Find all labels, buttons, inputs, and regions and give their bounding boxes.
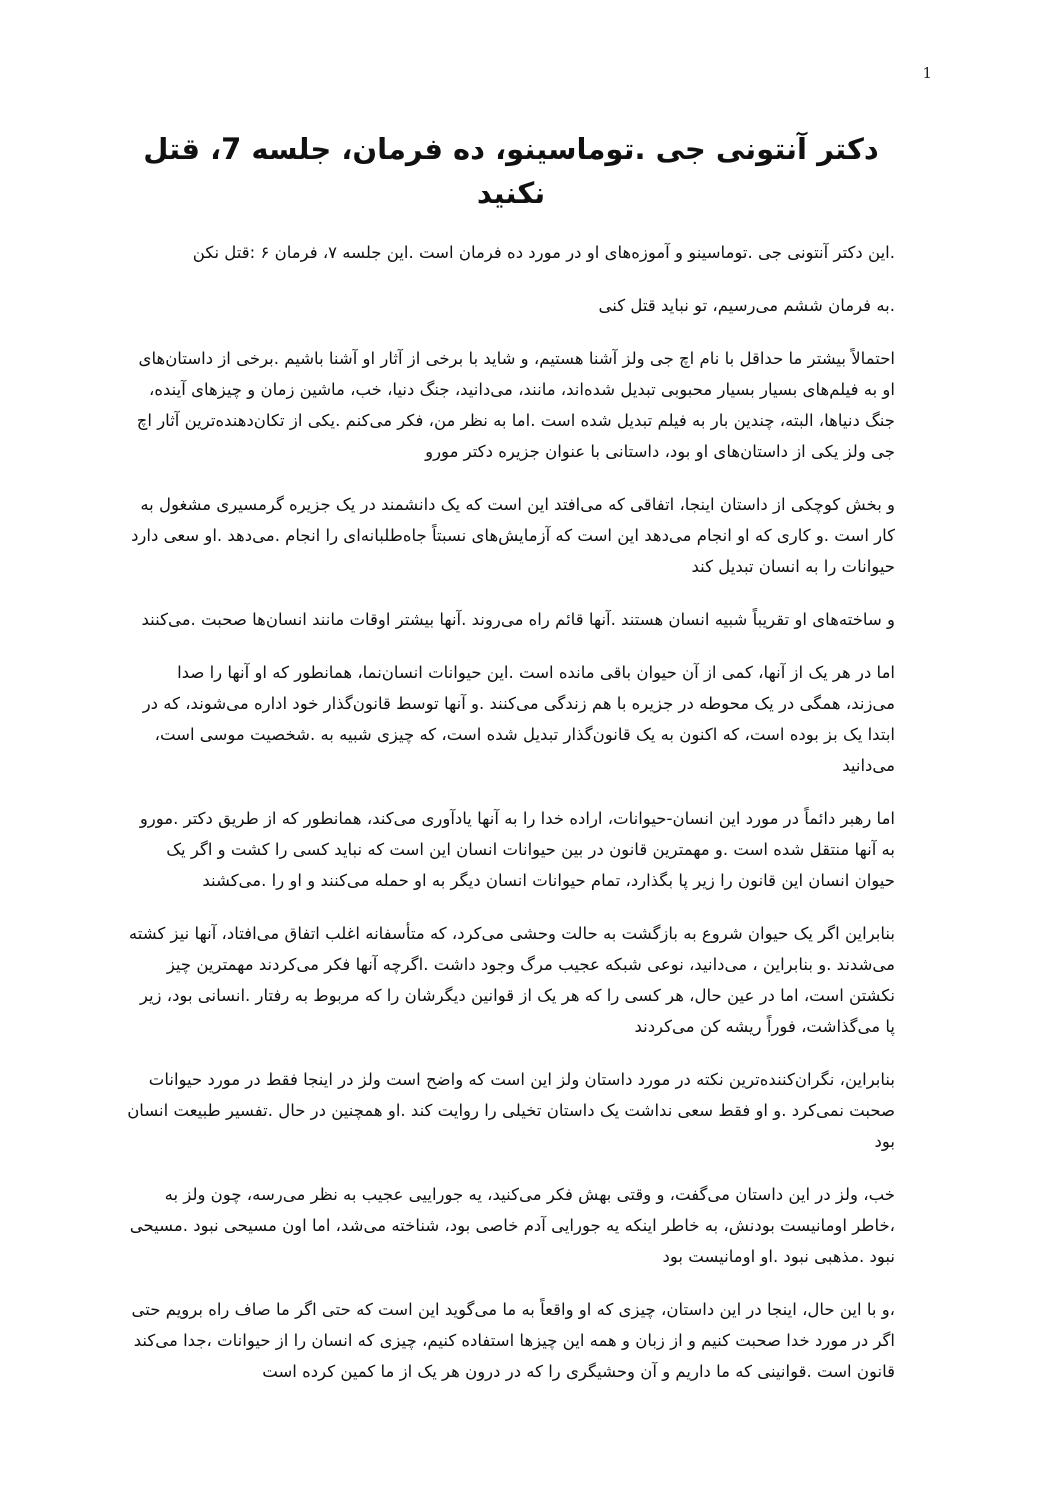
document-body bbox=[127, 128, 895, 1409]
paragraph-intro: .این دکتر آنتونی جی .توماسینو و آموزه‌های او در مورد ده فرمان است .این جلسه ۷، فرمان ۶ :قتل نکن bbox=[192, 243, 895, 262]
page-number: 1 bbox=[922, 64, 932, 82]
paragraph-creations: و ساخته‌های او تقریباً شبیه انسان هستند .آنها قائم راه می‌روند .آنها بیشتر اوقات مانند انسان‌ها صحبت .می‌کنند bbox=[141, 610, 895, 629]
paragraph-leader: اما رهبر دائماً در مورد این انسان-حیوانات، اراده خدا را به آنها یادآوری می‌کند، همانطور که از طریق دکتر .مورو به آنها منتقل شده است .و مهمترین قانون در بین حیوانات انسان این است که نباید کسی را کشت و اگر یک حیوان انسان این قانون را زیر پا بگذارد، تمام حیوانات انسان دیگر به او حمله می‌کنند و او را .می‌کشند bbox=[139, 809, 895, 890]
paragraph-human-nature: بنابراین، نگران‌کننده‌ترین نکته در مورد داستان ولز این است که واضح است ولز در اینجا فقط در مورد حیوانات صحبت نمی‌کرد .و او فقط سعی نداشت یک داستان تخیلی را روایت کند .او همچنین در حال .تفسیر طبیعت انسان بود bbox=[127, 1070, 895, 1151]
paragraph-law-separates: ،و با این حال، اینجا در این داستان، چیزی که او واقعاً به ما می‌گوید این است که حتی اگر ما صاف راه برویم حتی اگر در مورد خدا صحبت کنیم و از زبان و همه این چیزها استفاده کنیم، چیزی که انسان را از حیوانات ،جدا می‌کند قانون است .قوانینی که ما داریم و آن وحشیگری را که در درون هر یک از ما کمین کرده است bbox=[131, 1300, 895, 1381]
paragraph-humanist: خب، ولز در این داستان می‌گفت، و وقتی بهش فکر می‌کنید، یه جوراییی عجیب به نظر می‌رسه، چون ولز به ،خاطر اومانیست بودنش، به خاطر اینکه یه جورایی آدم خاصی بود، شناخته می‌شد، اما اون مسیحی نبود .مسیحی نبود .مذهبی نبود .او اومانیست بود bbox=[129, 1185, 895, 1266]
paragraph-story-summary: و بخش کوچکی از داستان اینجا، اتفاقی که می‌افتد این است که یک دانشمند در یک جزیره گرمسیری مشغول به کار است .و کاری که او انجام می‌دهد این است که آزمایش‌های نسبتاً جاه‌طلبانه‌ای را انجام .می‌دهد .او سعی دارد حیوانات را به انسان تبدیل کند bbox=[131, 495, 895, 576]
document-title: دکتر آنتونی جی .توماسینو، ده فرمان، جلسه 7، قتل نکنید bbox=[143, 132, 879, 210]
paragraph-hg-wells: احتمالاً بیشتر ما حداقل با نام اچ جی ولز آشنا هستیم، و شاید با برخی از آثار او آشنا باشیم .برخی از داستان‌های او به فیلم‌های بسیار بسیار محبوبی تبدیل شده‌اند، مانند، می‌دانید، جنگ دنیا، خب، ماشین زمان و چیزهای آینده، جنگ دنیاها، البته، چندین بار به فیلم تبدیل شده است .اما به نظر من، فکر می‌کنم .یکی از تکان‌دهنده‌ترین آثار اچ جی ولز یکی از داستان‌های او بود، داستانی با عنوان جزیره دکتر مورو bbox=[136, 349, 895, 461]
paragraph-death-network: بنابراین اگر یک حیوان شروع به بازگشت به حالت وحشی می‌کرد، که متأسفانه اغلب اتفاق می‌افتاد، آنها نیز کشته می‌شدند .و بنابراین ، می‌دانید، نوعی شبکه عجیب مرگ وجود داشت .اگرچه آنها فکر می‌کردند مهمترین چیز نکشتن است، اما در عین حال، هر کسی را که هر یک از قوانین دیگرشان را که مربوط به رفتار .انسانی بود، زیر پا می‌گذاشت، فوراً ریشه کن می‌کردند bbox=[128, 924, 895, 1036]
paragraph-lawgiver: اما در هر یک از آنها، کمی از آن حیوان باقی مانده است .این حیوانات انسان‌نما، همانطور که او آنها را صدا می‌زند، همگی در یک محوطه در جزیره با هم زندگی می‌کنند .و آنها توسط قانون‌گذار خود اداره می‌شوند، که در ابتدا یک بز بوده است، که اکنون به یک قانون‌گذار تبدیل شده است، که چیزی شبیه به .شخصیت موسی است، می‌دانید bbox=[142, 663, 895, 775]
paragraph-sixth-commandment: .به فرمان ششم می‌رسیم، تو نباید قتل کنی bbox=[598, 296, 895, 315]
